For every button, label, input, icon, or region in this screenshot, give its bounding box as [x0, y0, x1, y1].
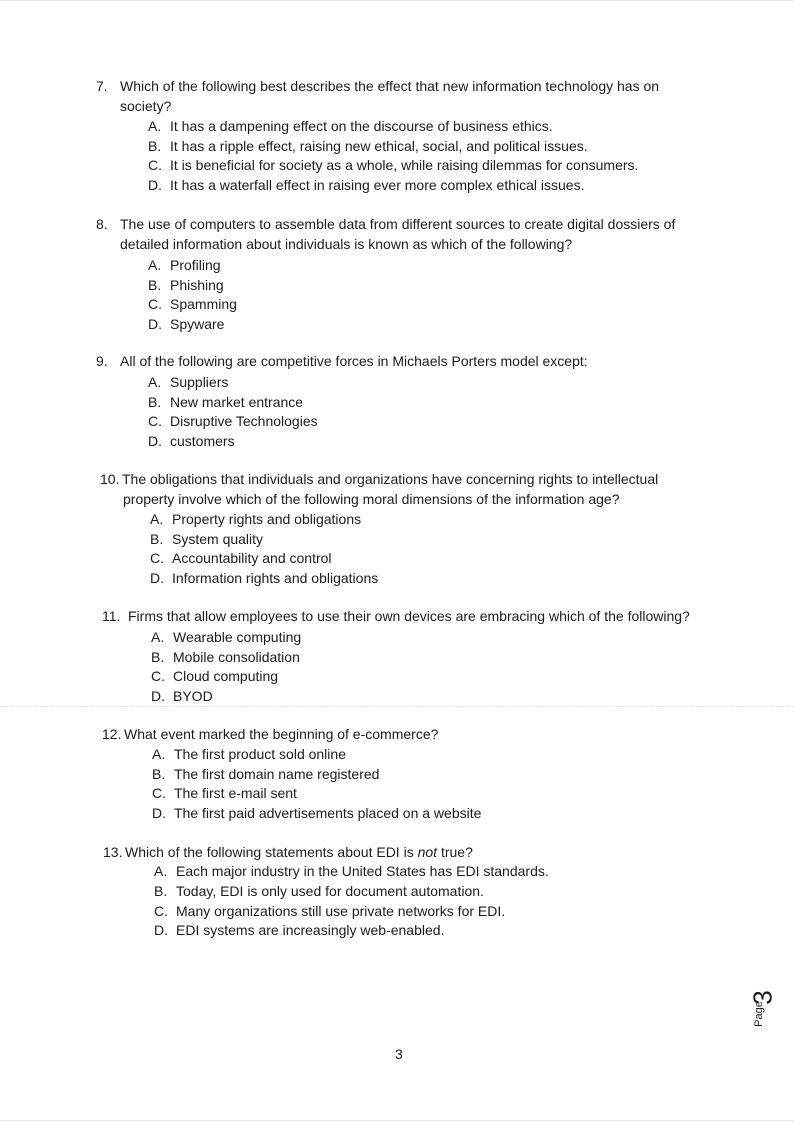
option-d: D. EDI systems are increasingly web-enabled.: [154, 922, 445, 938]
question-number: 11.: [102, 608, 121, 624]
question-text: Which of the following best describes the effect that new information technology has on: [120, 78, 660, 94]
page-margin-label: [748, 988, 784, 1044]
question-number: 13.: [103, 844, 123, 860]
page-margin-word: Page: [752, 1001, 765, 1027]
option-d: D. customers: [148, 433, 235, 449]
question-text: The use of computers to assemble data from different sources to create digital dossiers of: [120, 216, 676, 232]
option-b: B. The first domain name registered: [152, 766, 380, 782]
option-c: C. It is beneficial for society as a whole, while raising dilemmas for consumers.: [148, 157, 639, 173]
option-a: A. Each major industry in the United States has EDI standards.: [154, 863, 549, 879]
question-text-continued: society?: [120, 98, 172, 114]
option-b: B. New market entrance: [148, 394, 304, 410]
option-a: A. The first product sold online: [152, 746, 346, 762]
question-text-end: true?: [437, 844, 473, 860]
option-c: C. Many organizations still use private networks for EDI.: [154, 903, 506, 919]
option-a: A. Property rights and obligations: [150, 511, 362, 527]
option-d: D. Spyware: [148, 316, 225, 332]
option-d: D. BYOD: [151, 688, 213, 704]
option-b: B. Mobile consolidation: [151, 649, 300, 665]
option-a: A. Wearable computing: [151, 629, 302, 645]
option-c: C. Cloud computing: [151, 668, 279, 684]
option-c: C. Disruptive Technologies: [148, 413, 318, 429]
bottom-edge-line: [0, 1120, 794, 1121]
question-number: 8.: [96, 216, 108, 232]
faint-dashed-line: [0, 706, 794, 707]
option-c: C. Spamming: [148, 296, 237, 312]
question-number: 7.: [96, 78, 108, 94]
option-d: D. The first paid advertisements placed on a website: [152, 805, 482, 821]
question-text: What event marked the beginning of e-commerce?: [124, 726, 439, 742]
option-b: B. System quality: [150, 531, 264, 547]
option-c: C. Accountability and control: [150, 550, 332, 566]
page-margin-digit: 3: [747, 990, 778, 1005]
question-number: 12.: [102, 726, 122, 742]
question-number: 9.: [96, 353, 108, 369]
question-text: The obligations that individuals and organizations have concerning rights to intellectual: [122, 471, 659, 487]
option-a: A. Suppliers: [148, 374, 229, 390]
page-number: 3: [395, 1046, 403, 1062]
option-b: B. Today, EDI is only used for document automation.: [154, 883, 484, 899]
option-a: A. It has a dampening effect on the discourse of business ethics.: [148, 118, 553, 134]
top-edge-line: [0, 0, 794, 1]
option-b: B. Phishing: [148, 277, 224, 293]
option-d: D. It has a waterfall effect in raising ever more complex ethical issues.: [148, 177, 585, 193]
question-text: All of the following are competitive forces in Michaels Porters model except:: [120, 353, 588, 369]
question-text: Firms that allow employees to use their own devices are embracing which of the following?: [128, 608, 690, 624]
option-b: B. It has a ripple effect, raising new ethical, social, and political issues.: [148, 138, 588, 154]
question-text-emphasis: not: [417, 844, 438, 860]
option-c: C. The first e-mail sent: [152, 785, 297, 801]
option-d: D. Information rights and obligations: [150, 570, 379, 586]
question-text-continued: property involve which of the following moral dimensions of the information age?: [123, 491, 620, 507]
question-number: 10.: [100, 471, 120, 487]
question-text: Which of the following statements about EDI is: [125, 844, 418, 860]
option-a: A. Profiling: [148, 257, 221, 273]
question-text-continued: detailed information about individuals is known as which of the following?: [120, 236, 573, 252]
